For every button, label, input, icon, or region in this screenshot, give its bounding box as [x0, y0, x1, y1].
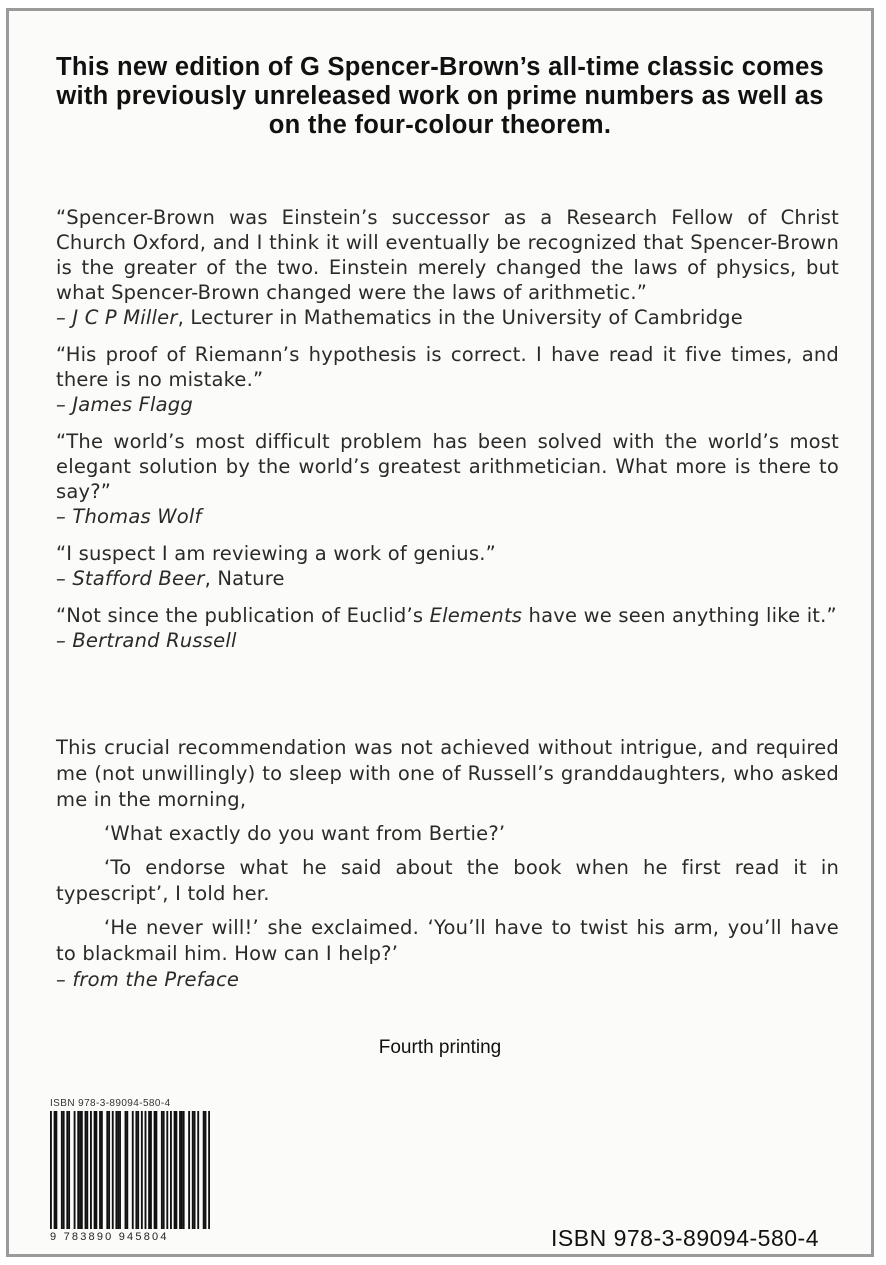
barcode-bar	[79, 1111, 81, 1229]
barcode-bar	[86, 1111, 88, 1229]
quote-beer	[56, 541, 839, 591]
barcode-bar	[150, 1111, 152, 1229]
barcode-bar	[77, 1111, 79, 1229]
preface-source: – from the Preface	[56, 968, 240, 991]
barcode-bar	[135, 1111, 137, 1229]
printing-note: Fourth printing	[378, 1037, 502, 1058]
barcode-bar	[115, 1111, 117, 1229]
preface-line-2: ‘To endorse what he said about the book when he first read it in typescript’, I told her.	[56, 856, 839, 905]
attribution-source: , Lecturer in Mathematics in the University of Cambridge	[177, 306, 743, 329]
quote-text: “His proof of Riemann’s hypothesis is correct. I have read it five times, and there is no mistake.”	[56, 343, 839, 391]
barcode-bar	[179, 1111, 181, 1229]
barcode-bar	[208, 1111, 210, 1229]
quote-attribution	[56, 392, 839, 417]
barcode-bar	[66, 1111, 68, 1229]
quote-attribution	[56, 305, 839, 330]
barcode-bar	[54, 1111, 56, 1229]
barcode-bar	[106, 1111, 108, 1229]
barcode-bar	[137, 1111, 139, 1229]
quote-text: “The world’s most difficult problem has been solved with the world’s most elegant solution by the world’s greatest arithmetician. What more is there to say?”	[56, 430, 839, 503]
barcode-bar	[50, 1111, 52, 1229]
attribution-dash: –	[56, 505, 73, 528]
quote-text-pre: “Not since the publication of Euclid’s	[56, 604, 430, 627]
barcode-bar	[175, 1111, 177, 1229]
quote-book-title: Elements	[429, 604, 523, 627]
barcode-bar	[63, 1111, 65, 1229]
isbn-number: ISBN 978-3-89094-580-4	[551, 1225, 819, 1251]
barcode-bar	[148, 1111, 150, 1229]
barcode-bar	[154, 1111, 156, 1229]
preface-line-3: ‘He never will!’ she exclaimed. ‘You’ll have to twist his arm, you’ll have to blackmail him. How can I help?’	[56, 916, 839, 965]
preface-intro: This crucial recommendation was not achieved without intrigue, and required me (not unwillingly) to sleep with one of Russell’s granddaughters, who asked me in the morning,	[56, 736, 839, 811]
attribution-dash: –	[56, 629, 73, 652]
barcode-bar	[194, 1111, 196, 1229]
quote-text: “I suspect I am reviewing a work of genius.”	[56, 542, 496, 565]
barcode-bar	[161, 1111, 163, 1229]
barcode-bar	[74, 1111, 76, 1229]
barcode-bar	[170, 1111, 172, 1229]
quote-list	[56, 205, 839, 665]
quote-attribution	[56, 566, 839, 591]
attribution-author: Stafford Beer	[72, 567, 205, 590]
barcode-bar	[101, 1111, 103, 1229]
barcode-bars	[50, 1111, 210, 1231]
barcode-bar	[205, 1111, 207, 1229]
barcode-bar	[188, 1111, 190, 1229]
barcode-bar	[197, 1111, 199, 1229]
barcode-bar	[141, 1111, 143, 1229]
barcode-bar	[68, 1111, 70, 1229]
barcode-bar	[125, 1111, 127, 1229]
barcode-bar	[155, 1111, 157, 1229]
quote-wolf	[56, 429, 839, 529]
barcode-bar	[117, 1111, 119, 1229]
barcode-bar	[61, 1111, 63, 1229]
barcode-bar	[174, 1111, 176, 1229]
barcode-bar	[203, 1111, 205, 1229]
barcode-bar	[163, 1111, 165, 1229]
quote-text: “Spencer-Brown was Einstein’s successor as a Research Fellow of Christ Church Oxford, and I think it will eventually be recognized that Spencer-Brown is the greater of the two. Einstein merely changed the laws of physics, but what Spencer-Brown changed were the laws of arithmetic.”	[56, 206, 839, 304]
attribution-dash: –	[56, 393, 73, 416]
barcode-bar	[90, 1111, 92, 1229]
attribution-source: , Nature	[204, 567, 285, 590]
barcode-bar	[85, 1111, 87, 1229]
preface-line-1: ‘What exactly do you want from Bertie?’	[104, 822, 506, 845]
barcode-bar	[99, 1111, 101, 1229]
barcode-bar	[145, 1111, 147, 1229]
quote-miller	[56, 205, 839, 330]
barcode-bar	[55, 1111, 57, 1229]
quote-text	[56, 603, 839, 628]
attribution-dash: –	[56, 306, 73, 329]
barcode-bar	[166, 1111, 168, 1229]
quote-attribution	[56, 504, 839, 529]
barcode-bar	[132, 1111, 134, 1229]
barcode-isbn-label: ISBN 978-3-89094-580-4	[50, 1098, 171, 1109]
barcode-bar	[81, 1111, 83, 1229]
barcode-bar	[181, 1111, 183, 1229]
quote-russell	[56, 603, 839, 653]
quote-text-post: have we seen anything like it.”	[522, 604, 837, 627]
quote-attribution	[56, 628, 839, 653]
book-back-cover	[6, 8, 874, 1257]
attribution-author: J C P Miller	[72, 306, 178, 329]
barcode-bar	[192, 1111, 194, 1229]
barcode-bar	[95, 1111, 97, 1229]
barcode-bar	[112, 1111, 114, 1229]
attribution-author: Bertrand Russell	[72, 629, 237, 652]
barcode-digits: 9 783890 945804	[50, 1231, 169, 1243]
barcode-bar	[183, 1111, 185, 1229]
barcode-bar	[108, 1111, 110, 1229]
headline: This new edition of G Spencer-Brown’s all-time classic comes with previously unreleased work on prime numbers as well as on the four-colour theorem.	[55, 53, 825, 139]
barcode-bar	[119, 1111, 121, 1229]
barcode-bar	[94, 1111, 96, 1229]
barcode	[50, 1097, 210, 1247]
attribution-author: Thomas Wolf	[72, 505, 202, 528]
quote-flagg	[56, 342, 839, 417]
preface-excerpt	[56, 735, 839, 993]
attribution-author: James Flagg	[72, 393, 193, 416]
barcode-bar	[126, 1111, 128, 1229]
attribution-dash: –	[56, 567, 73, 590]
